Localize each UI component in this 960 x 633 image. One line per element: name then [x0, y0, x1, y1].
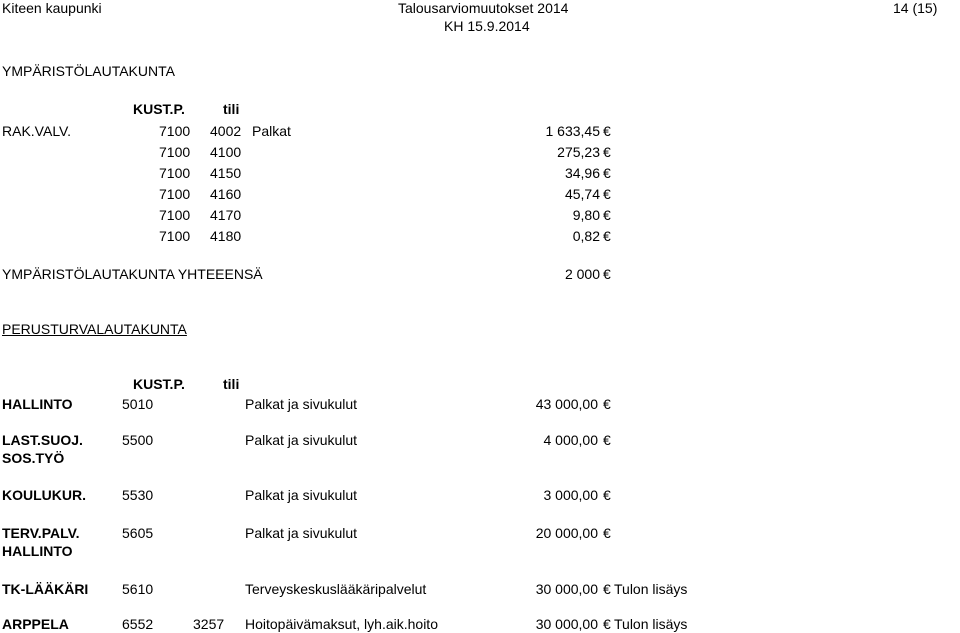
kust-cell: 7100 — [159, 228, 191, 244]
section1-title: YMPÄRISTÖLAUTAKUNTA — [2, 63, 175, 79]
section1-col-kust: KUST.P. — [133, 101, 185, 117]
desc-cell: Palkat ja sivukulut — [245, 396, 358, 412]
amount-cell: 20 000,00 — [535, 525, 598, 541]
document-title: Talousarviomuutokset 2014 — [398, 0, 569, 16]
unit-cell: HALLINTO — [2, 396, 73, 412]
unit-cell: TERV.PALV. — [2, 525, 80, 541]
tili-cell: 3257 — [193, 616, 225, 632]
tili-cell: 4100 — [210, 144, 242, 160]
tili-cell: 4170 — [210, 207, 242, 223]
kust-cell: 7100 — [159, 207, 191, 223]
amount-cell: 43 000,00 — [535, 396, 598, 412]
section1-total-label: YMPÄRISTÖLAUTAKUNTA YHTEEENSÄ — [2, 266, 263, 282]
unit-cell-line2: SOS.TYÖ — [2, 450, 65, 466]
unit-cell: ARPPELA — [2, 616, 69, 632]
euro-icon: € — [603, 186, 611, 202]
euro-icon: € — [603, 266, 611, 282]
page-number: 14 (15) — [893, 0, 938, 16]
desc-cell: Hoitopäivämaksut, lyh.aik.hoito — [245, 616, 438, 632]
amount-cell: 34,96 — [564, 165, 600, 181]
kust-cell: 7100 — [159, 165, 191, 181]
section1-total-amount: 2 000 — [564, 266, 600, 282]
section2-title: PERUSTURVALAUTAKUNTA — [2, 321, 187, 337]
unit-cell: KOULUKUR. — [2, 487, 86, 503]
org-name: Kiteen kaupunki — [2, 0, 102, 16]
unit-cell-line2: HALLINTO — [2, 543, 73, 559]
section2-col-kust: KUST.P. — [133, 376, 185, 392]
desc-cell: Palkat ja sivukulut — [245, 432, 358, 448]
kust-cell: 5010 — [122, 396, 154, 412]
section1-unit-label: RAK.VALV. — [2, 123, 72, 139]
section1-col-tili: tili — [223, 101, 240, 117]
tili-cell: 4180 — [210, 228, 242, 244]
kust-cell: 5610 — [122, 581, 154, 597]
amount-cell: 30 000,00 — [535, 616, 598, 632]
euro-icon: € — [603, 144, 611, 160]
euro-icon: € — [603, 487, 611, 503]
amount-cell: 9,80 — [572, 207, 600, 223]
kust-cell: 7100 — [159, 123, 191, 139]
amount-cell: 4 000,00 — [543, 432, 598, 448]
kust-cell: 7100 — [159, 144, 191, 160]
amount-cell: 1 633,45 — [545, 123, 600, 139]
note-cell: Tulon lisäys — [614, 581, 688, 597]
amount-cell: 0,82 — [572, 228, 600, 244]
kust-cell: 5500 — [122, 432, 154, 448]
amount-cell: 275,23 — [557, 144, 600, 160]
note-cell: Tulon lisäys — [614, 616, 688, 632]
euro-icon: € — [603, 432, 611, 448]
euro-icon: € — [603, 525, 611, 541]
kust-cell: 5605 — [122, 525, 154, 541]
desc-cell: Terveyskeskuslääkäripalvelut — [245, 581, 427, 597]
kust-cell: 5530 — [122, 487, 154, 503]
unit-cell: TK-LÄÄKÄRI — [2, 581, 89, 597]
euro-icon: € — [603, 165, 611, 181]
amount-cell: 45,74 — [564, 186, 600, 202]
section2-col-tili: tili — [223, 376, 240, 392]
euro-icon: € — [603, 396, 611, 412]
desc-cell: Palkat ja sivukulut — [245, 487, 358, 503]
tili-cell: 4002 — [210, 123, 242, 139]
tili-cell: 4150 — [210, 165, 242, 181]
euro-icon: € — [603, 123, 611, 139]
desc-cell: Palkat — [252, 123, 291, 139]
unit-cell: LAST.SUOJ. — [2, 432, 83, 448]
euro-icon: € — [603, 228, 611, 244]
euro-icon: € — [603, 207, 611, 223]
amount-cell: 3 000,00 — [543, 487, 598, 503]
euro-icon: € — [603, 581, 611, 597]
tili-cell: 4160 — [210, 186, 242, 202]
amount-cell: 30 000,00 — [535, 581, 598, 597]
meeting-date: KH 15.9.2014 — [444, 18, 530, 34]
kust-cell: 7100 — [159, 186, 191, 202]
euro-icon: € — [603, 616, 611, 632]
desc-cell: Palkat ja sivukulut — [245, 525, 358, 541]
kust-cell: 6552 — [122, 616, 154, 632]
